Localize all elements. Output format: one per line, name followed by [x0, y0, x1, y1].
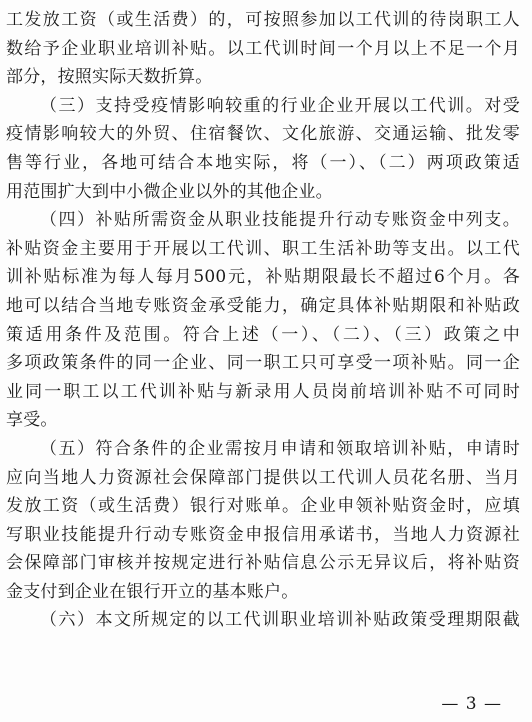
text-line: 金支付到企业在银行开立的基本账户。: [6, 581, 299, 602]
text-line: 工发放工资（或生活费）的，可按照参加以工代训的待岗职工人: [6, 10, 520, 30]
paragraph-item-6: [6, 606, 520, 635]
paragraph-item-3: [6, 92, 520, 206]
text-line: 用范围扩大到中小微企业以外的其他企业。: [6, 181, 333, 202]
text-line: 疫情影响较大的外贸、住宿餐饮、文化旅游、交通运输、批发零: [6, 124, 520, 145]
text-line: （六）本文所规定的以工代训职业培训补贴政策受理期限截: [40, 610, 520, 631]
body-text: [6, 6, 520, 635]
text-line: 应向当地人力资源社会保障部门提供以工代训人员花名册、当月: [6, 467, 520, 488]
text-line: 业同一职工以工代训补贴与新录用人员岗前培训补贴不可同时: [6, 381, 520, 402]
text-line: （五）符合条件的企业需按月申请和领取培训补贴，申请时: [40, 438, 520, 459]
text-line: 多项政策条件的同一企业、同一职工只可享受一项补贴。同一企: [6, 353, 520, 374]
text-line: （三）支持受疫情影响较重的行业企业开展以工代训。对受: [40, 95, 520, 116]
page-number: — 3 —: [441, 694, 502, 714]
text-line: 会保障部门审核并按规定进行补贴信息公示无异议后，将补贴资: [6, 553, 520, 574]
text-line: 地可以结合当地专账资金承受能力，确定具体补贴期限和补贴政: [6, 295, 520, 316]
text-line: 售等行业，各地可结合本地实际，将（一）、（二）两项政策适: [6, 152, 520, 173]
paragraph-item-4: [6, 206, 520, 435]
text-line: 享受。: [6, 410, 58, 431]
text-line: 部分，按照实际天数折算。: [6, 67, 213, 88]
text-line: 发放工资（或生活费）银行对账单。企业申领补贴资金时，应填: [6, 496, 520, 517]
text-line: 训补贴标准为每人每月500元，补贴期限最长不超过6个月。各: [6, 267, 520, 288]
text-line: 补贴资金主要用于开展以工代训、职工生活补助等支出。以工代: [6, 238, 520, 259]
text-line: 写职业技能提升行动专账资金申报信用承诺书，当地人力资源社: [6, 524, 520, 545]
paragraph-continuation: [6, 6, 520, 92]
text-line: 数给予企业职业培训补贴。以工代训时间一个月以上不足一个月: [6, 38, 520, 59]
text-line: 策适用条件及范围。符合上述（一）、（二）、（三）政策之中: [6, 324, 520, 345]
paragraph-item-5: [6, 435, 520, 607]
text-line: （四）补贴所需资金从职业技能提升行动专账资金中列支。: [40, 210, 520, 231]
